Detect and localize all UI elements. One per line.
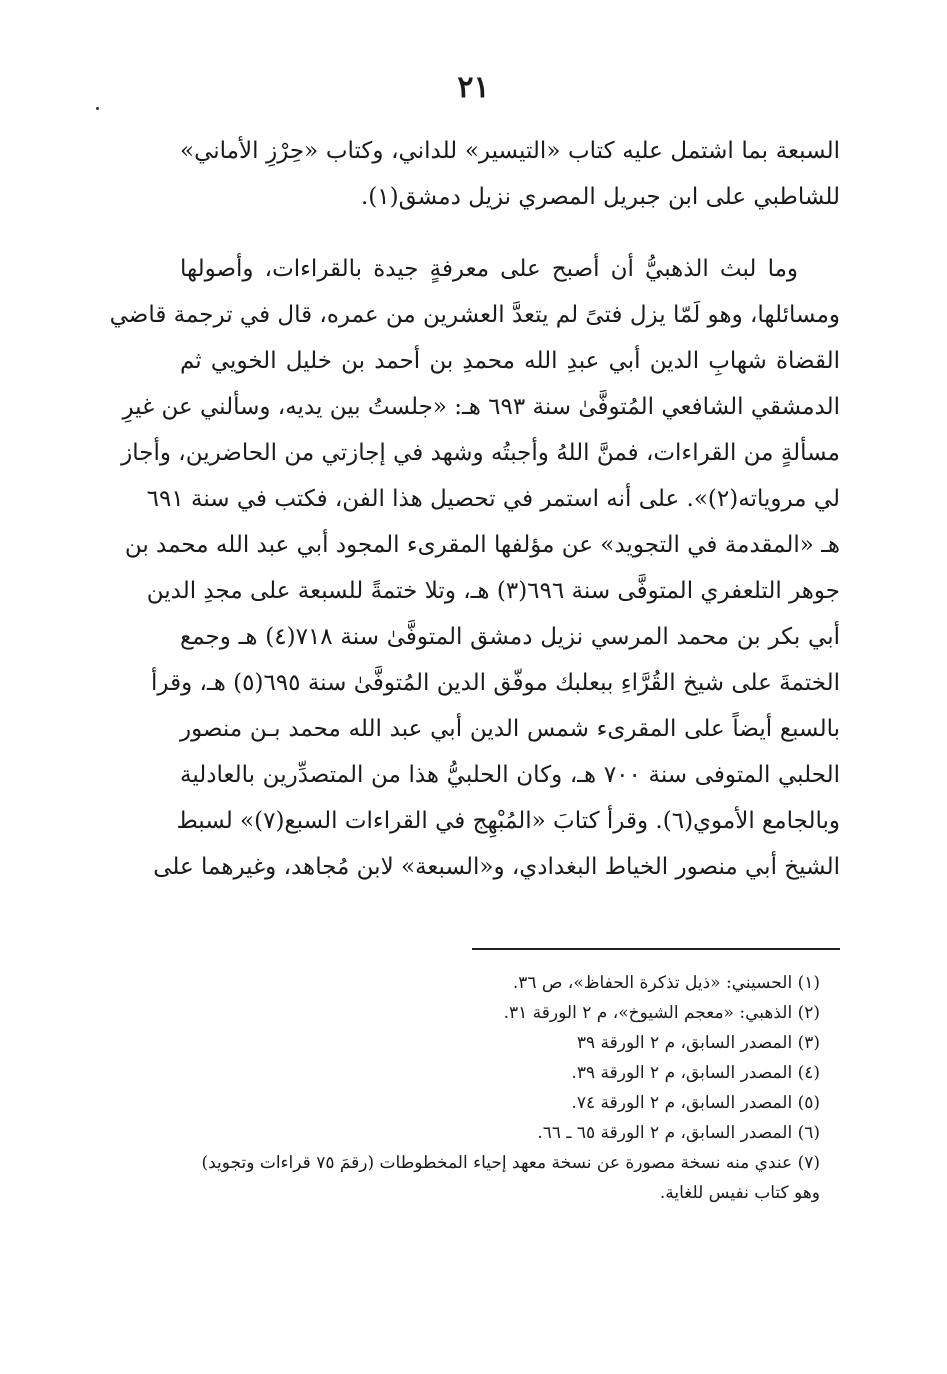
paragraph-gap (180, 220, 840, 246)
text-line: مسألةٍ من القراءات، فمنَّ اللهُ وأجبتُه وشهد في إجازتي من الحاضرين، وأجاز (121, 440, 840, 466)
footnote-item: (٢) الذهبي: «معجم الشيوخ»، م ٢ الورقة ٣١. (503, 1003, 820, 1023)
text-line: السبعة بما اشتمل عليه كتاب «التيسير» للداني، وكتاب «حِرْزِ الأماني» (180, 138, 840, 164)
text-line: الختمةَ على شيخ القُرَّاءِ ببعلبك موفّق الدين المُتوفَّىٰ سنة ٦٩٥(٥) هـ، وقرأ (151, 670, 840, 696)
text-line: القضاة شهابِ الدين أبي عبدِ الله محمدِ بن أحمد بن خليل الخويي ثم (180, 348, 840, 374)
text-line: أبي بكر بن محمد المرسي نزيل دمشق المتوفَّىٰ سنة ٧١٨(٤) هـ وجمع (180, 624, 840, 650)
text-line: جوهر التلعفري المتوفَّى سنة ٦٩٦(٣) هـ، وتلا ختمةً للسبعة على مجدِ الدين (146, 578, 840, 604)
footnote-item: (٤) المصدر السابق، م ٢ الورقة ٣٩. (571, 1063, 820, 1083)
text-line: لي مروياته(٢)». على أنه استمر في تحصيل هذا الفن، فكتب في سنة ٦٩١ (146, 486, 840, 512)
footnote-item: (٥) المصدر السابق، م ٢ الورقة ٧٤. (571, 1093, 820, 1113)
text-line: للشاطبي على ابن جبريل المصري نزيل دمشق(١). (360, 184, 840, 210)
footnotes (180, 968, 820, 1208)
footnote-item: (٧) عندي منه نسخة مصورة عن نسخة معهد إحياء المخطوطات (رقمَ ٧٥ قراءات وتجويد) (201, 1153, 820, 1173)
footnote-item: (٦) المصدر السابق، م ٢ الورقة ٦٥ ـ ٦٦. (537, 1123, 820, 1143)
footnote-item: (٣) المصدر السابق، م ٢ الورقة ٣٩ (576, 1033, 820, 1053)
text-line: الدمشقي الشافعي المُتوفَّىٰ سنة ٦٩٣ هـ: «جلستُ بين يديه، وسألني عن غيرِ (122, 394, 840, 420)
main-text (109, 128, 840, 890)
text-line: الشيخ أبي منصور الخياط البغدادي، و«السبعة» لابن مُجاهد، وغيرهما على (153, 854, 840, 880)
text-line: ومسائلها، وهو لَمّا يزل فتىً لم يتعدَّ العشرين من عمره، قال في ترجمة قاضي (109, 302, 840, 328)
page-number: ٢١ (457, 70, 490, 105)
text-line: وما لبث الذهبيُّ أن أصبح على معرفةٍ جيدة بالقراءات، وأصولها (180, 256, 799, 282)
scan-speck (96, 107, 99, 110)
text-line: هـ «المقدمة في التجويد» عن مؤلفها المقرىء المجود أبي عبد الله محمد بن (124, 532, 840, 558)
text-line: بالسبع أيضاً على المقرىء شمس الدين أبي عبد الله محمد بـن منصور (180, 716, 840, 742)
footnote-divider (472, 948, 840, 950)
text-line: وبالجامع الأموي(٦). وقرأ كتابَ «المُبْهِج في القراءات السبع(٧)» لسبط (176, 808, 840, 834)
footnote-item-continuation: وهو كتاب نفيس للغاية. (659, 1183, 820, 1203)
text-line: الحلبي المتوفى سنة ٧٠٠ هـ، وكان الحلبيُّ هذا من المتصدِّرين بالعادلية (180, 762, 840, 788)
footnote-item: (١) الحسيني: «ذيل تذكرة الحفاظ»، ص ٣٦. (512, 973, 820, 993)
